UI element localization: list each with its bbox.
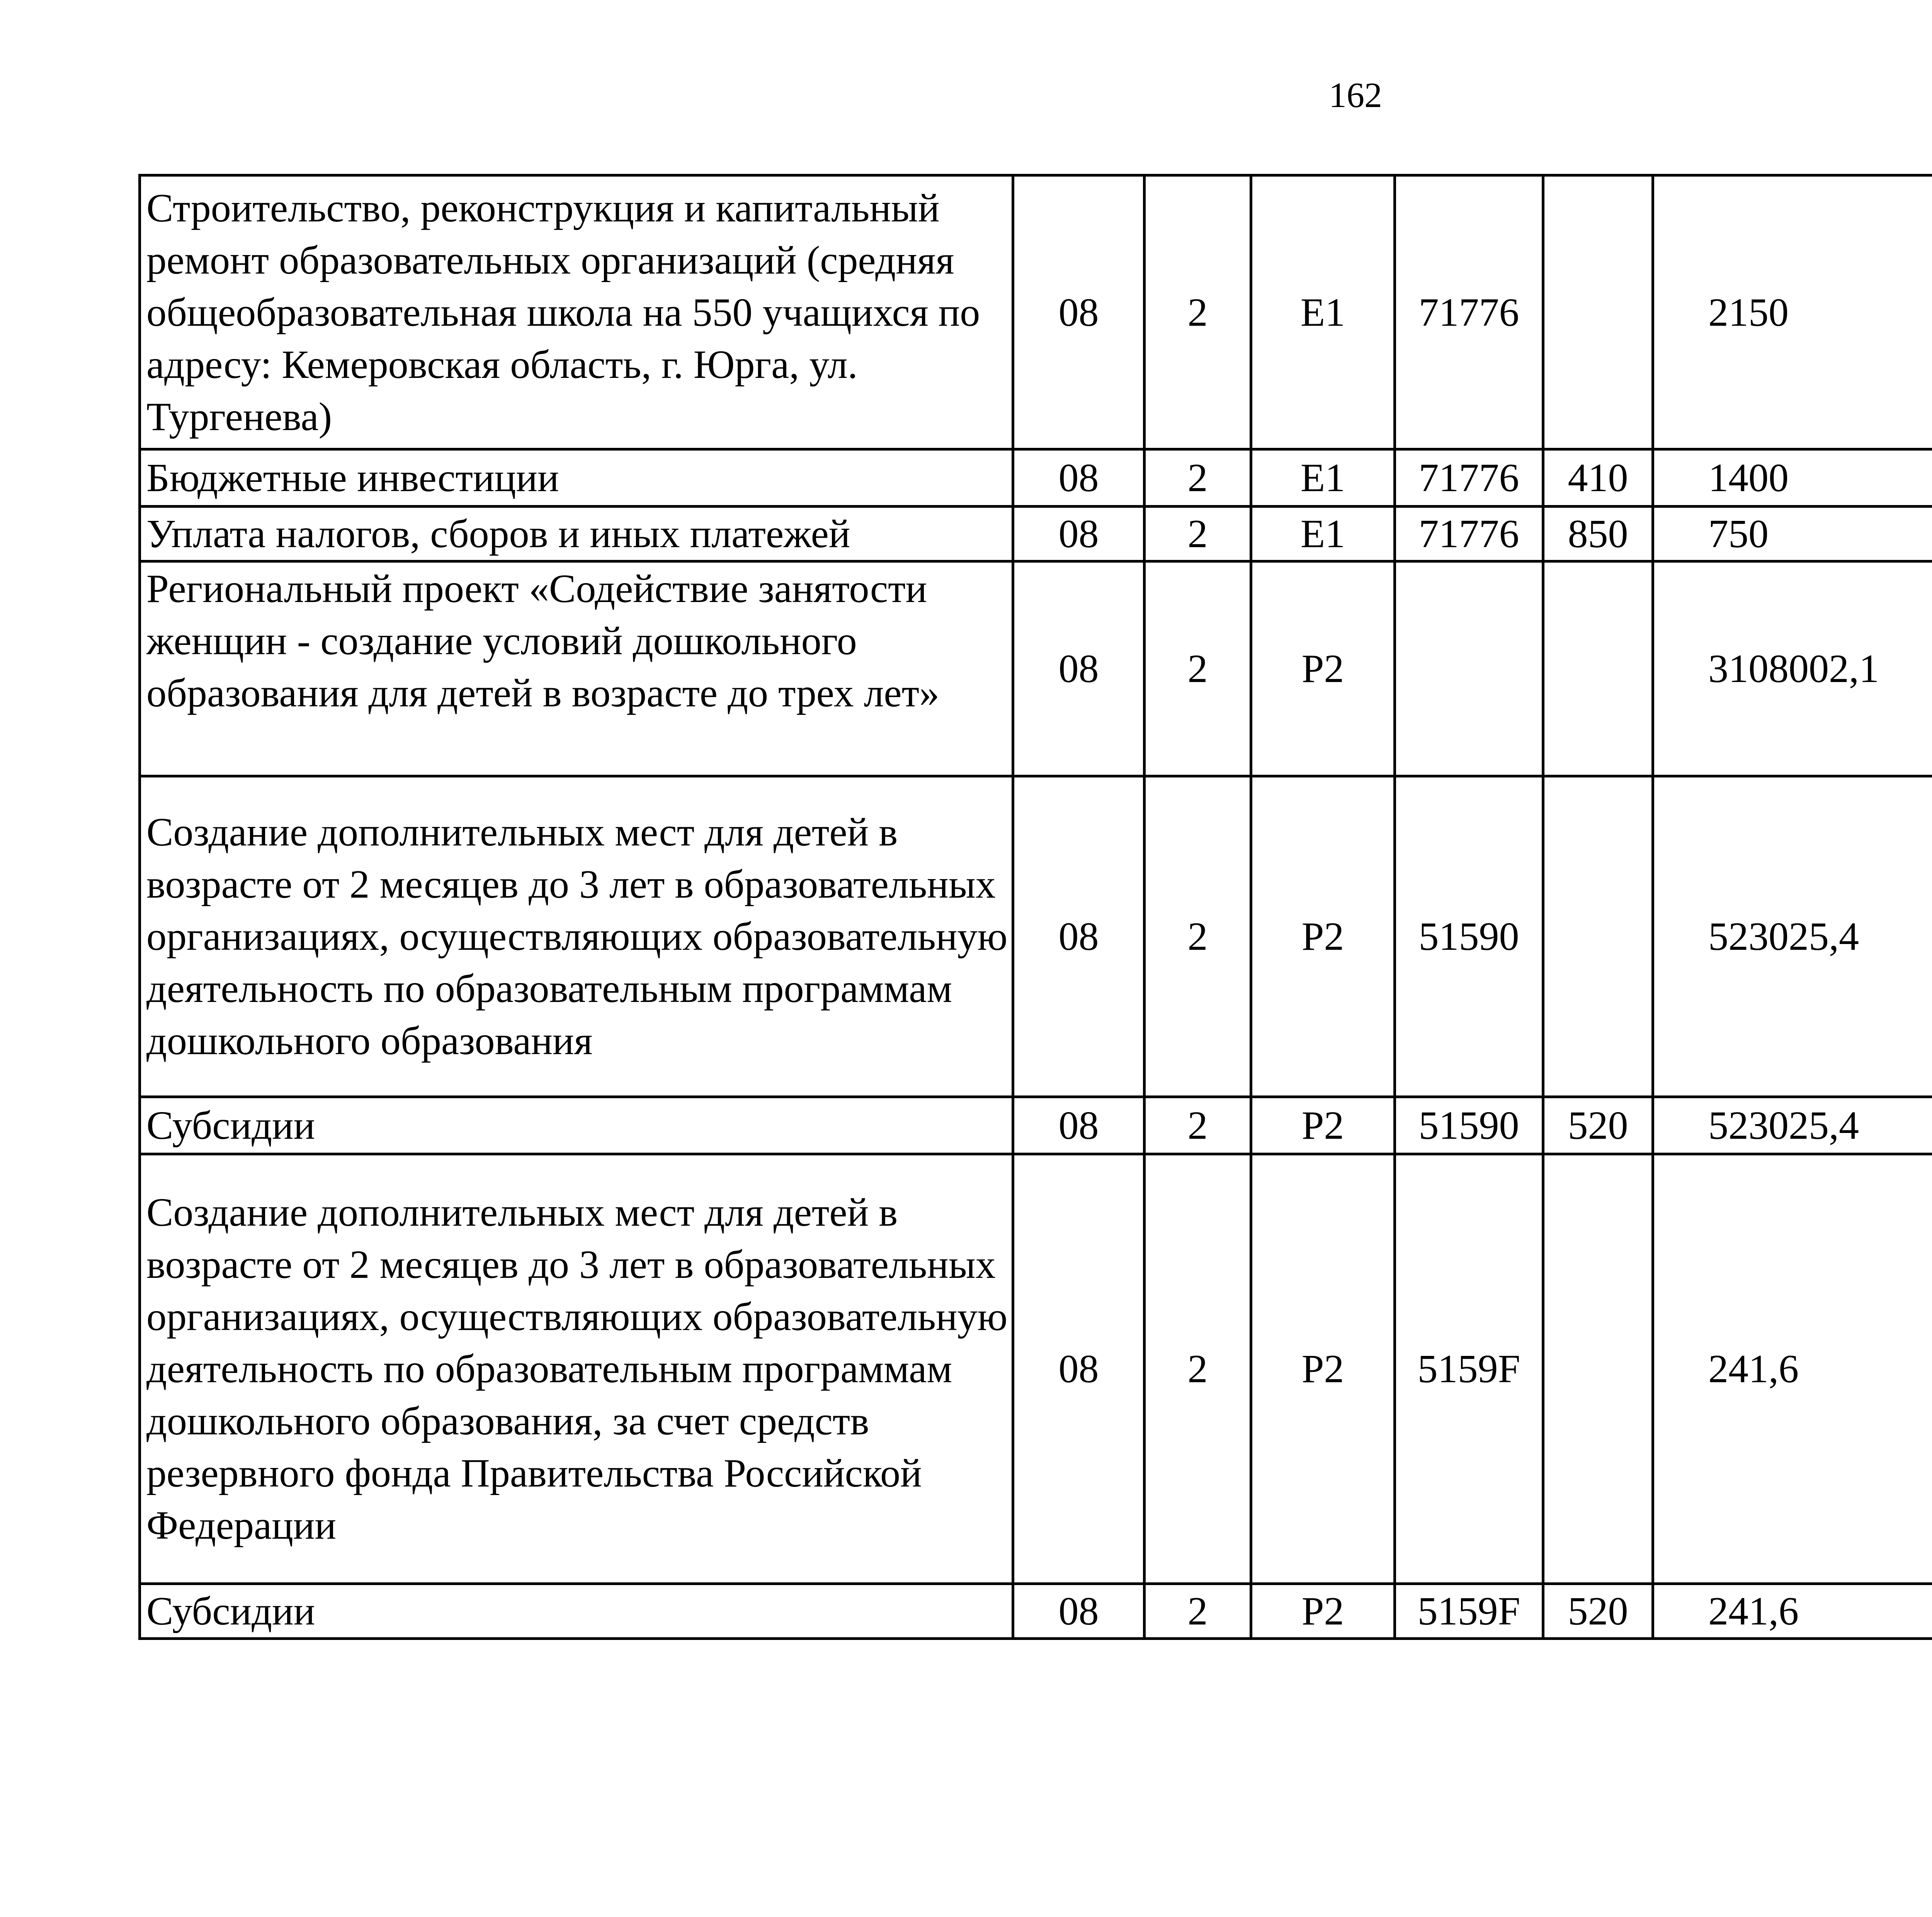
target-code	[1395, 561, 1543, 776]
project-code: E1	[1251, 507, 1395, 561]
table-row	[140, 507, 1932, 561]
target-code: 51590	[1395, 1097, 1543, 1154]
expense-type: 520	[1543, 1097, 1653, 1154]
project-code: P2	[1251, 1097, 1395, 1154]
project-code: P2	[1251, 1154, 1395, 1584]
budget-table	[138, 174, 1932, 1640]
expense-type	[1543, 1154, 1653, 1584]
section-code: 08	[1013, 561, 1145, 776]
row-name: Региональный проект «Содействие занятости женщин - создание условий дошкольного образования для детей в возрасте до трех лет»	[140, 561, 1013, 776]
amount-1: 1400	[1653, 449, 1932, 507]
table-row	[140, 561, 1932, 776]
expense-type: 850	[1543, 507, 1653, 561]
amount-1: 523025,4	[1653, 776, 1932, 1097]
amount-1: 3108002,1	[1653, 561, 1932, 776]
row-name: Субсидии	[140, 1097, 1013, 1154]
subsection-code: 2	[1145, 776, 1251, 1097]
amount-1: 241,6	[1653, 1584, 1932, 1639]
table-row	[140, 175, 1932, 449]
row-name: Субсидии	[140, 1584, 1013, 1639]
subsection-code: 2	[1145, 561, 1251, 776]
row-name: Бюджетные инвестиции	[140, 449, 1013, 507]
project-code: E1	[1251, 449, 1395, 507]
target-code: 71776	[1395, 175, 1543, 449]
project-code: P2	[1251, 776, 1395, 1097]
section-code: 08	[1013, 1584, 1145, 1639]
table-row	[140, 1097, 1932, 1154]
subsection-code: 2	[1145, 1097, 1251, 1154]
target-code: 71776	[1395, 507, 1543, 561]
row-name: Создание дополнительных мест для детей в возрасте от 2 месяцев до 3 лет в образовательных организациях, осуществляющих образовательную деятельность по образовательным программам дошкольного образования	[140, 776, 1013, 1097]
expense-type: 410	[1543, 449, 1653, 507]
project-code: E1	[1251, 175, 1395, 449]
target-code: 51590	[1395, 776, 1543, 1097]
section-code: 08	[1013, 776, 1145, 1097]
amount-1: 523025,4	[1653, 1097, 1932, 1154]
section-code: 08	[1013, 507, 1145, 561]
subsection-code: 2	[1145, 1584, 1251, 1639]
subsection-code: 2	[1145, 507, 1251, 561]
target-code: 5159F	[1395, 1154, 1543, 1584]
table-row	[140, 1584, 1932, 1639]
section-code: 08	[1013, 175, 1145, 449]
target-code: 71776	[1395, 449, 1543, 507]
page-number: 162	[1329, 75, 1382, 115]
project-code: P2	[1251, 1584, 1395, 1639]
amount-1: 750	[1653, 507, 1932, 561]
section-code: 08	[1013, 1097, 1145, 1154]
expense-type	[1543, 776, 1653, 1097]
table-row	[140, 449, 1932, 507]
row-name: Уплата налогов, сборов и иных платежей	[140, 507, 1013, 561]
table-row	[140, 776, 1932, 1097]
subsection-code: 2	[1145, 175, 1251, 449]
amount-1: 2150	[1653, 175, 1932, 449]
section-code: 08	[1013, 1154, 1145, 1584]
expense-type	[1543, 561, 1653, 776]
project-code: P2	[1251, 561, 1395, 776]
subsection-code: 2	[1145, 1154, 1251, 1584]
section-code: 08	[1013, 449, 1145, 507]
expense-type: 520	[1543, 1584, 1653, 1639]
subsection-code: 2	[1145, 449, 1251, 507]
expense-type	[1543, 175, 1653, 449]
row-name: Создание дополнительных мест для детей в возрасте от 2 месяцев до 3 лет в образовательных организациях, осуществляющих образовательную деятельность по образовательным программам дошкольного образования, за счет средств резервного фонда Правительства Российской Федерации	[140, 1154, 1013, 1584]
target-code: 5159F	[1395, 1584, 1543, 1639]
table-row	[140, 1154, 1932, 1584]
row-name: Строительство, реконструкция и капитальный ремонт образовательных организаций (средняя общеобразовательная школа на 550 учащихся по адресу: Кемеровская область, г. Юрга, ул. Тургенева)	[140, 175, 1013, 449]
amount-1: 241,6	[1653, 1154, 1932, 1584]
